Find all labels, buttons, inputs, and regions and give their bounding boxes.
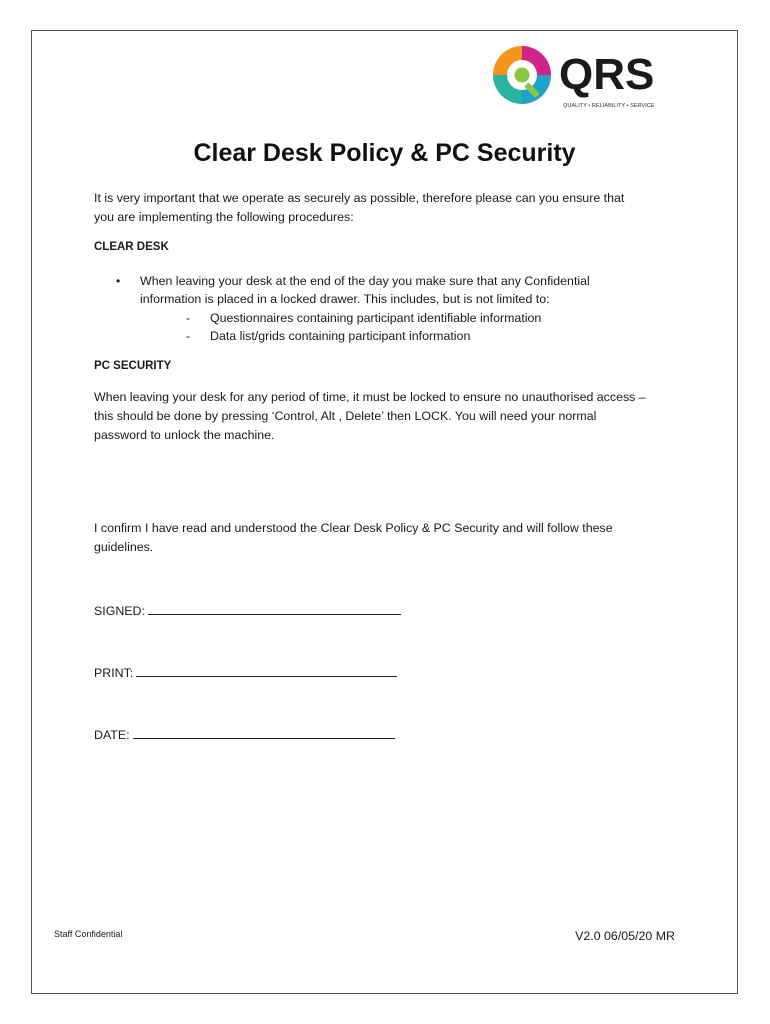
pc-security-line-3: password to unlock the machine. [94, 428, 275, 442]
sub-list-item [186, 327, 470, 345]
logo-tagline: QUALITY • RELIABILITY • SERVICE [563, 103, 655, 109]
confirm-line-2: guidelines. [94, 540, 154, 554]
print-blank-line[interactable] [136, 664, 397, 677]
confirm-line-1: I confirm I have read and understood the Clear Desk Policy & PC Security and will follow these [94, 521, 613, 535]
signed-blank-line[interactable] [148, 602, 401, 615]
print-field[interactable] [94, 664, 397, 680]
intro-line-1: It is very important that we operate as securely as possible, therefore please can you ensure that [94, 191, 625, 205]
footer-version: V2.0 06/05/20 MR [575, 929, 675, 943]
signed-field[interactable] [94, 602, 401, 618]
sub-list-item-text: Questionnaires containing participant identifiable information [210, 311, 542, 325]
date-blank-line[interactable] [133, 726, 395, 739]
pc-security-line-1: When leaving your desk for any period of time, it must be locked to ensure no unauthorised access – [94, 390, 646, 404]
intro-paragraph [94, 189, 684, 227]
bullet-line-2: information is placed in a locked drawer. This includes, but is not limited to: [140, 292, 550, 306]
clear-desk-heading: CLEAR DESK [94, 241, 169, 253]
logo-wordmark: QRS [559, 50, 655, 99]
footer-confidential: Staff Confidential [54, 929, 123, 939]
print-label: PRINT: [94, 666, 134, 680]
sub-list-item [186, 309, 541, 327]
pc-security-heading: PC SECURITY [94, 360, 172, 372]
date-field[interactable] [94, 726, 395, 742]
bullet-icon: • [116, 274, 121, 288]
signed-label: SIGNED: [94, 604, 145, 618]
bullet-line-1: When leaving your desk at the end of the day you make sure that any Confidential [140, 274, 590, 288]
dash-icon: - [186, 311, 191, 325]
document-title: Clear Desk Policy & PC Security [193, 139, 576, 167]
dash-icon: - [186, 329, 191, 343]
date-label: DATE: [94, 728, 130, 742]
sub-list-item-text: Data list/grids containing participant information [210, 329, 471, 343]
qrs-logo [487, 42, 687, 112]
intro-line-2: you are implementing the following procedures: [94, 210, 354, 224]
confirm-paragraph [94, 519, 684, 557]
pc-security-paragraph [94, 388, 694, 445]
document-page [31, 30, 738, 994]
pc-security-line-2: this should be done by pressing ‘Control, Alt , Delete’ then LOCK. You will need your normal [94, 409, 597, 423]
